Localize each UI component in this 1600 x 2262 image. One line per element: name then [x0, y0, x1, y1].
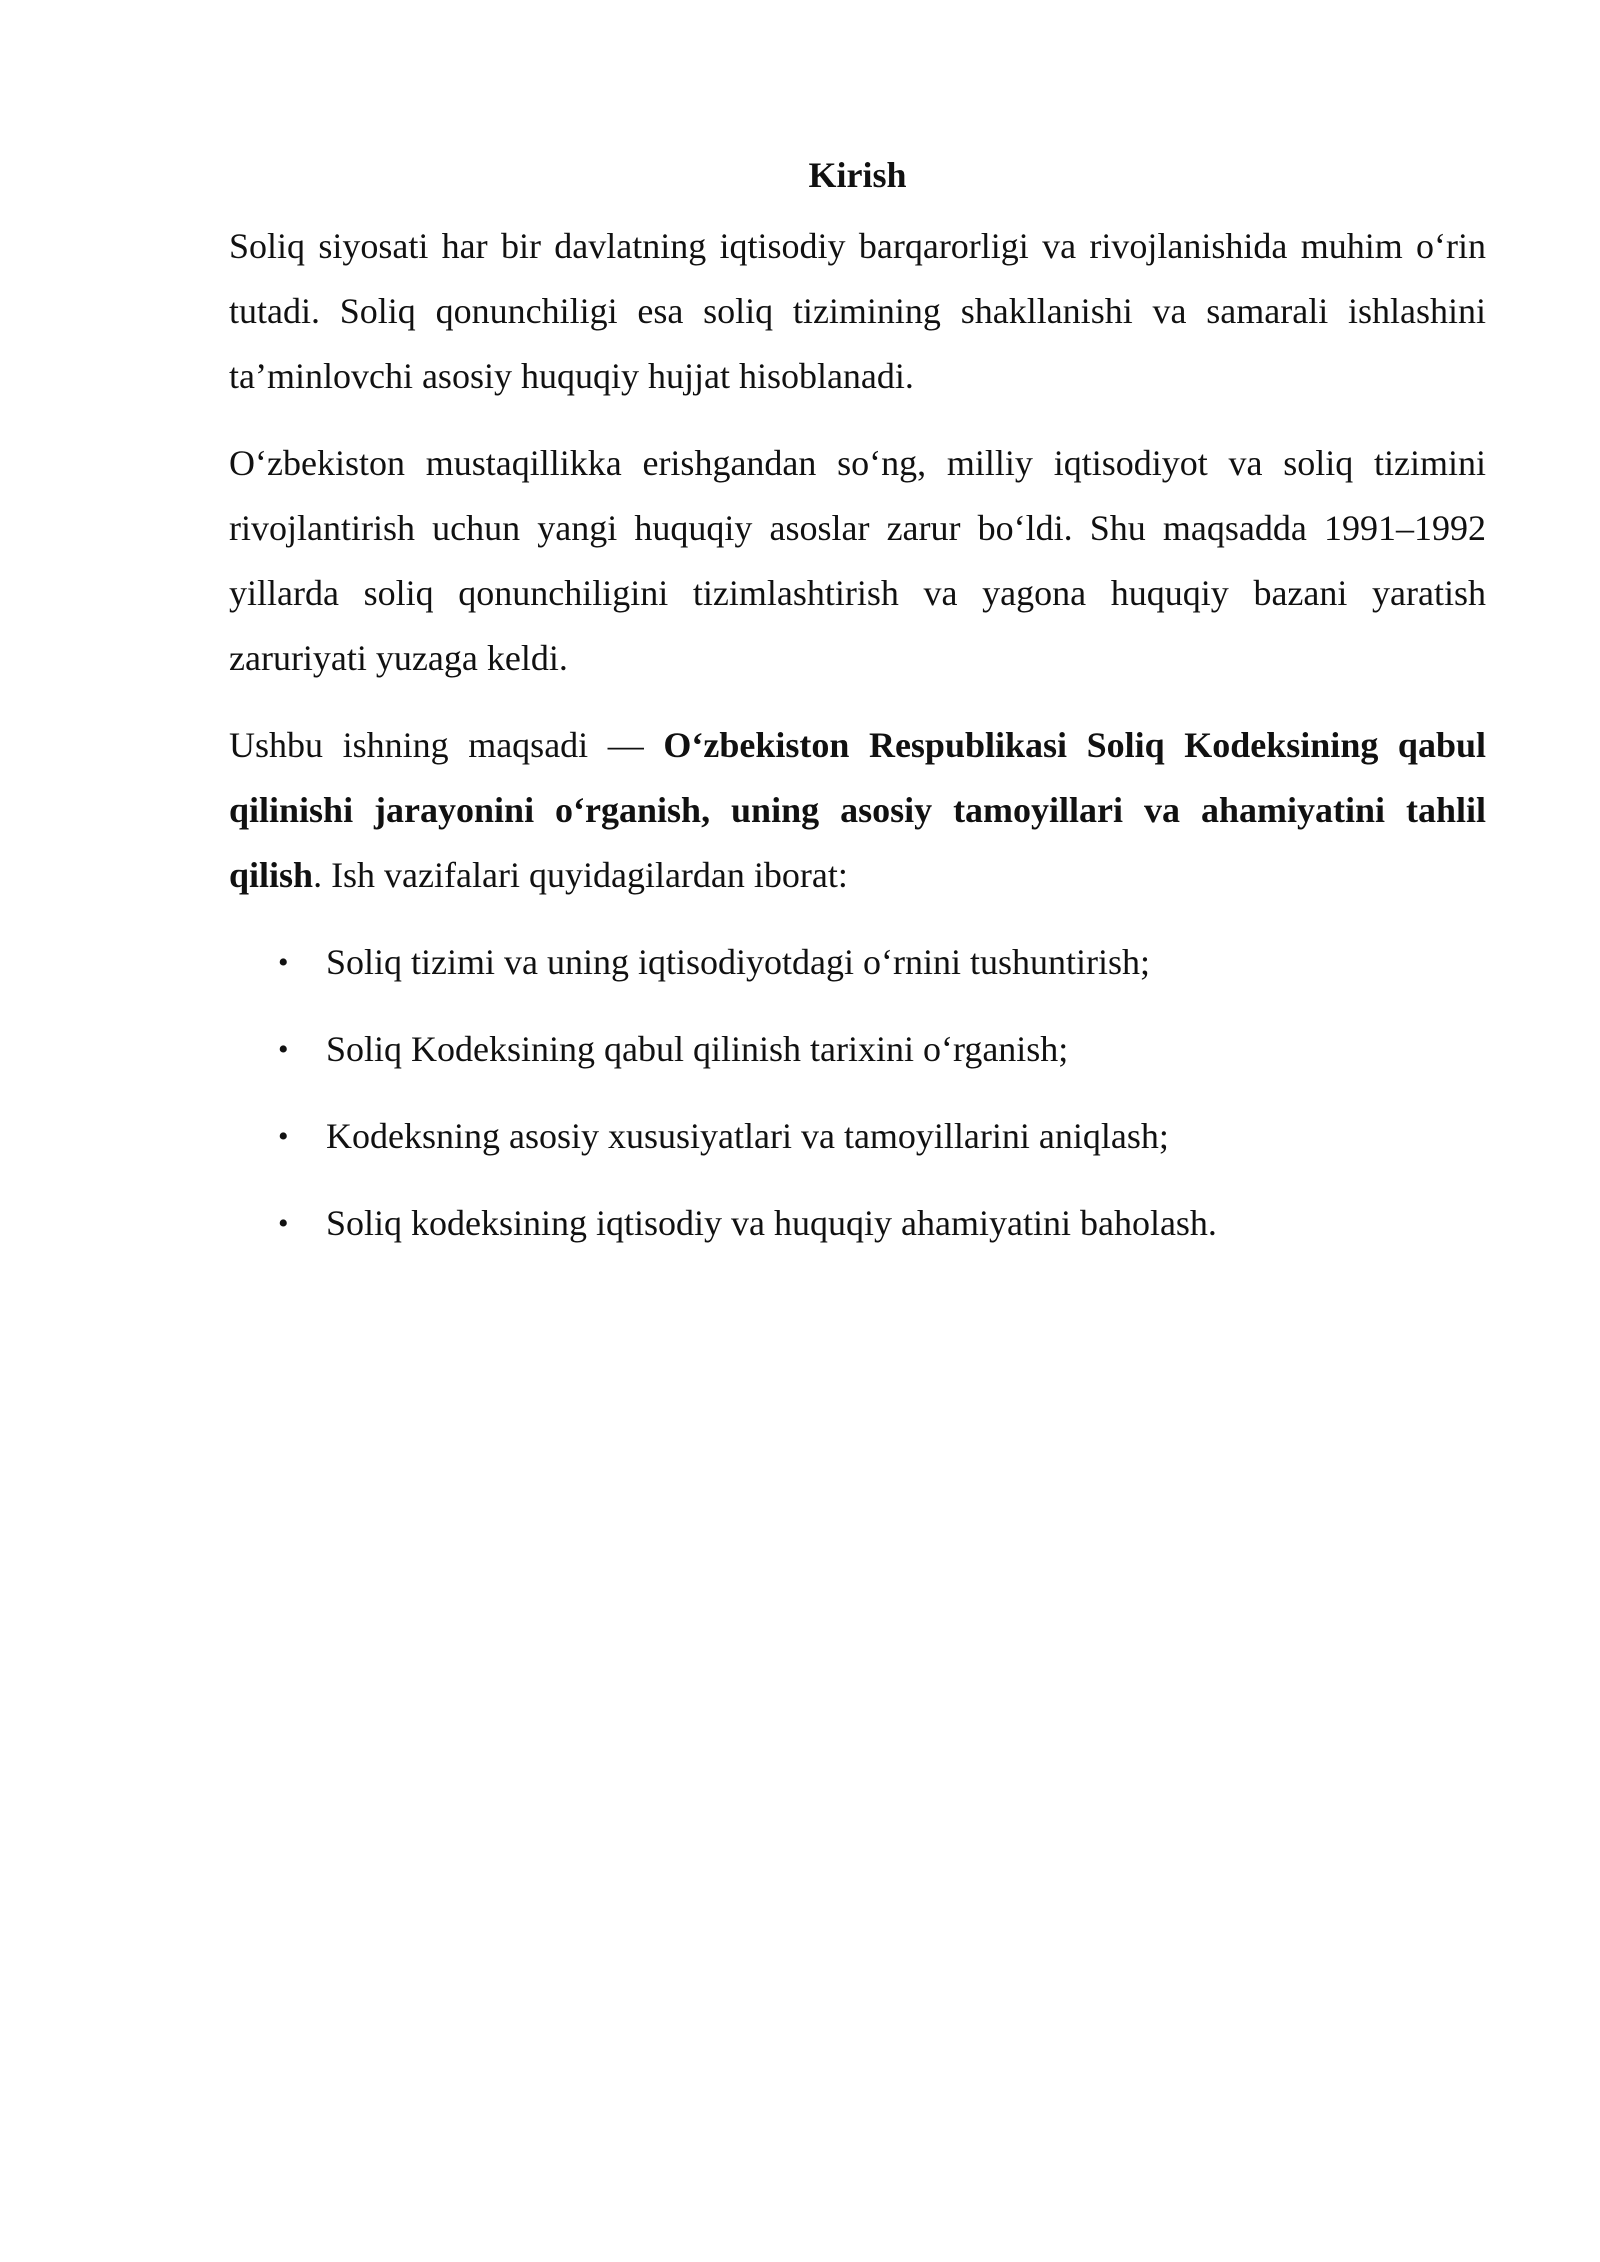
paragraph-intro: Soliq siyosati har bir davlatning iqtisodiy barqarorligi va rivojlanishida muhim o‘rin tutadi. Soliq qonunchiligi esa soliq tizimining shakllanishi va samarali ishlashini ta’minlovchi asosiy huquqiy hujjat hisoblanadi.	[229, 226, 1486, 396]
bullet-icon: •	[278, 1033, 289, 1066]
goal-intro-text: Ushbu ishning maqsadi —	[229, 725, 664, 765]
task-text: Soliq Kodeksining qabul qilinish tarixini o‘rganish;	[326, 1029, 1069, 1069]
bullet-icon: •	[278, 1120, 289, 1153]
document-page	[229, 150, 1486, 1278]
task-list-item	[229, 1104, 1486, 1169]
task-text: Soliq tizimi va uning iqtisodiyotdagi o‘rnini tushuntirish;	[326, 942, 1150, 982]
goal-outro-text: . Ish vazifalari quyidagilardan iborat:	[313, 855, 848, 895]
task-text: Kodeksning asosiy xususiyatlari va tamoyillarini aniqlash;	[326, 1116, 1169, 1156]
task-list-item	[229, 1191, 1486, 1256]
task-list	[229, 930, 1486, 1256]
bullet-icon: •	[278, 1207, 289, 1240]
paragraph-goal	[229, 713, 1486, 908]
task-text: Soliq kodeksining iqtisodiy va huquqiy ahamiyatini baholash.	[326, 1203, 1217, 1243]
task-list-item	[229, 930, 1486, 995]
task-list-item	[229, 1017, 1486, 1082]
goal-bold-text: O‘zbekiston Respublikasi Soliq Kodeksining qabul qilinishi jarayonini o‘rganish, uning asosiy tamoyillari va ahamiyatini tahlil qilish	[229, 725, 1486, 895]
paragraph-background: O‘zbekiston mustaqillikka erishgandan so‘ng, milliy iqtisodiyot va soliq tizimini rivojlantirish uchun yangi huquqiy asoslar zarur bo‘ldi. Shu maqsadda 1991–1992 yillarda soliq qonunchiligini tizimlashtirish va yagona huquqiy bazani yaratish zaruriyati yuzaga keldi.	[229, 443, 1486, 678]
document-title: Kirish	[808, 155, 907, 195]
bullet-icon: •	[278, 946, 289, 979]
